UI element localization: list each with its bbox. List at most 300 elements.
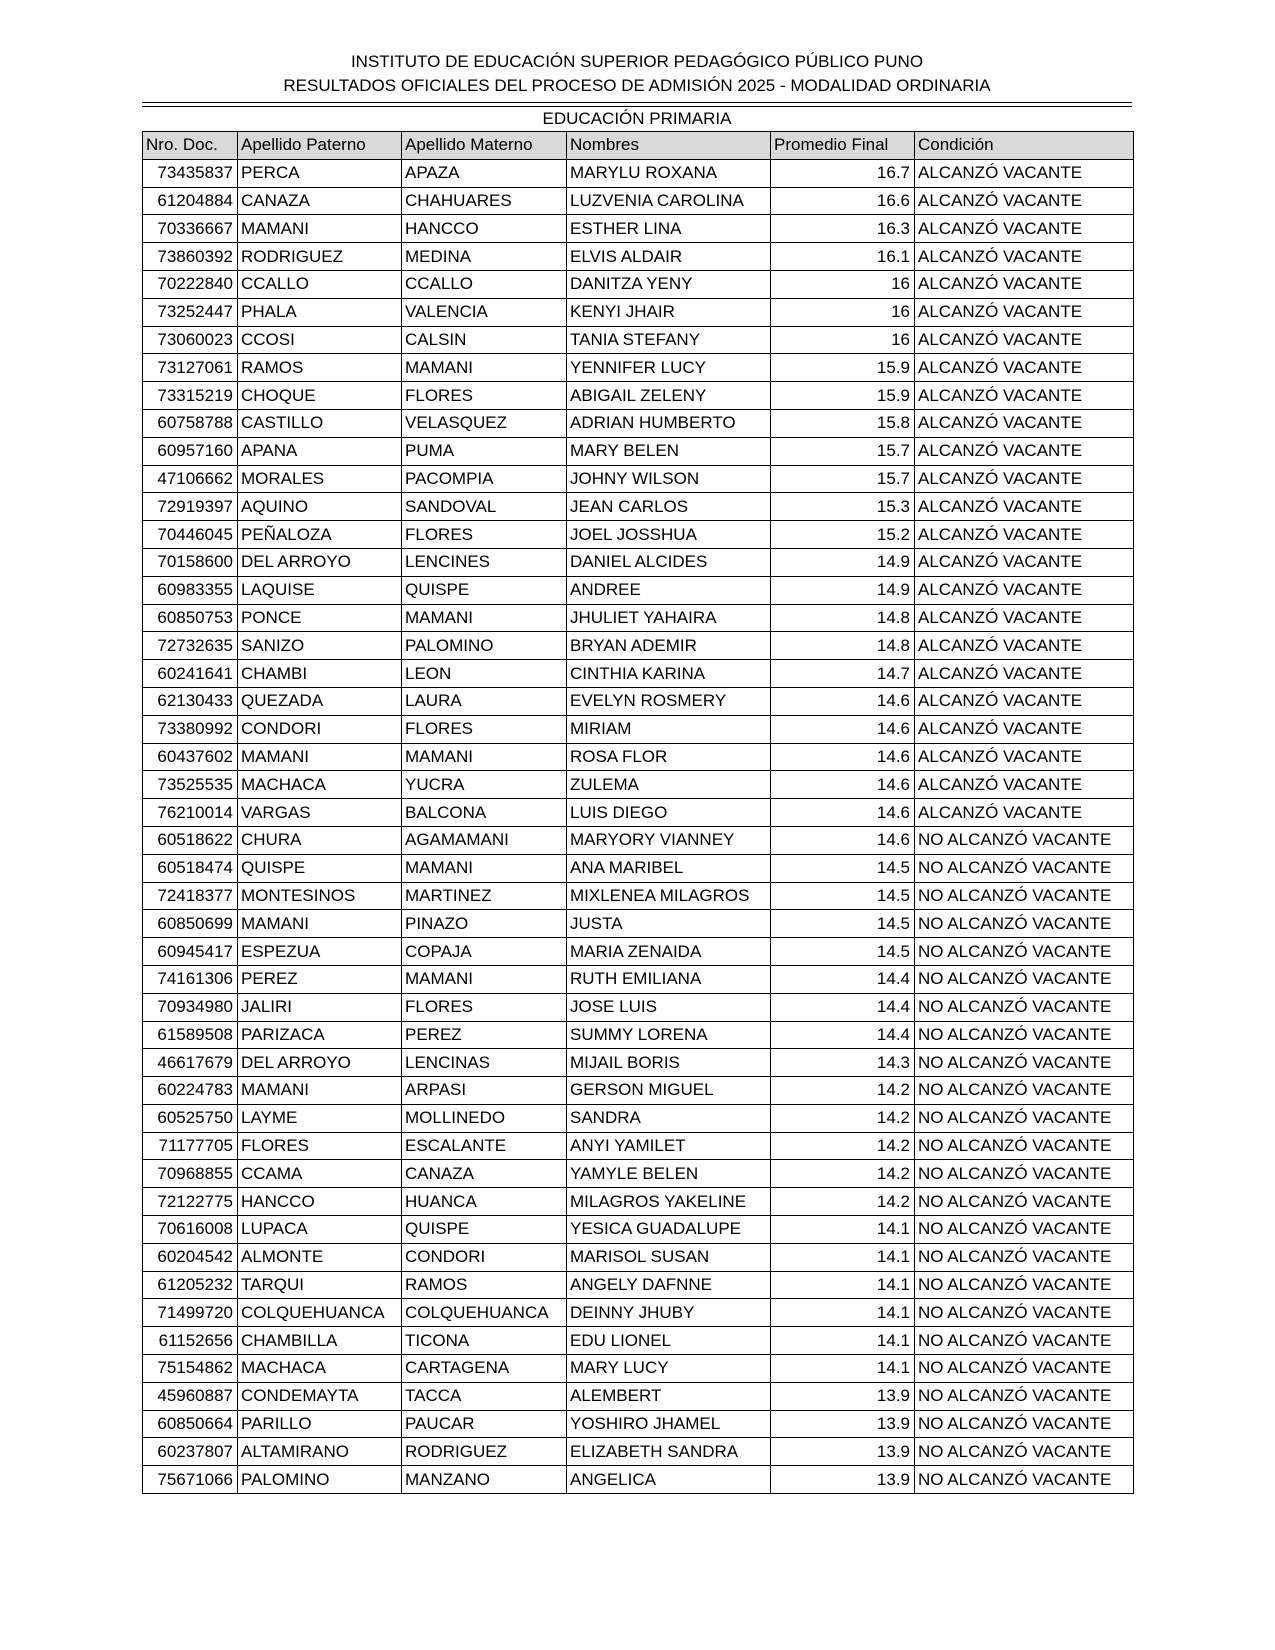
nombres-cell: JOEL JOSSHUA <box>567 521 771 549</box>
doc-number-cell: 75671066 <box>143 1466 238 1494</box>
doc-number-cell: 73252447 <box>143 298 238 326</box>
apellido-paterno-cell: DEL ARROYO <box>238 1049 402 1077</box>
apellido-paterno-cell: CCALLO <box>238 270 402 298</box>
table-row <box>143 715 1134 743</box>
apellido-materno-cell: YUCRA <box>402 771 567 799</box>
apellido-paterno-cell: CCAMA <box>238 1160 402 1188</box>
doc-number-cell: 47106662 <box>143 465 238 493</box>
condicion-cell: NO ALCANZÓ VACANTE <box>915 1438 1134 1466</box>
doc-number-cell: 74161306 <box>143 965 238 993</box>
table-row <box>143 799 1134 827</box>
table-row <box>143 243 1134 271</box>
doc-number-cell: 61204884 <box>143 187 238 215</box>
apellido-materno-cell: PUMA <box>402 437 567 465</box>
nombres-cell: MARY BELEN <box>567 437 771 465</box>
doc-number-cell: 72732635 <box>143 632 238 660</box>
doc-number-cell: 60957160 <box>143 437 238 465</box>
apellido-paterno-cell: SANIZO <box>238 632 402 660</box>
apellido-materno-cell: FLORES <box>402 993 567 1021</box>
table-row <box>143 1188 1134 1216</box>
nombres-cell: MIXLENEA MILAGROS <box>567 882 771 910</box>
column-header-promedio-final: Promedio Final <box>771 132 915 160</box>
column-header-condicion: Condición <box>915 132 1134 160</box>
apellido-paterno-cell: PALOMINO <box>238 1466 402 1494</box>
condicion-cell: ALCANZÓ VACANTE <box>915 187 1134 215</box>
column-header-apellido-materno: Apellido Materno <box>402 132 567 160</box>
nombres-cell: MARYORY VIANNEY <box>567 826 771 854</box>
nombres-cell: DEINNY JHUBY <box>567 1299 771 1327</box>
results-table-body <box>143 159 1134 1493</box>
table-row <box>143 576 1134 604</box>
doc-number-cell: 72122775 <box>143 1188 238 1216</box>
doc-number-cell: 60241641 <box>143 660 238 688</box>
table-row <box>143 632 1134 660</box>
doc-number-cell: 73860392 <box>143 243 238 271</box>
apellido-materno-cell: CARTAGENA <box>402 1355 567 1383</box>
apellido-paterno-cell: LAYME <box>238 1104 402 1132</box>
promedio-final-cell: 14.2 <box>771 1188 915 1216</box>
table-row <box>143 1299 1134 1327</box>
promedio-final-cell: 16.6 <box>771 187 915 215</box>
doc-number-cell: 71499720 <box>143 1299 238 1327</box>
apellido-materno-cell: CALSIN <box>402 326 567 354</box>
table-row <box>143 521 1134 549</box>
promedio-final-cell: 14.6 <box>771 771 915 799</box>
condicion-cell: ALCANZÓ VACANTE <box>915 493 1134 521</box>
doc-number-cell: 62130433 <box>143 687 238 715</box>
apellido-materno-cell: CCALLO <box>402 270 567 298</box>
condicion-cell: ALCANZÓ VACANTE <box>915 715 1134 743</box>
condicion-cell: ALCANZÓ VACANTE <box>915 409 1134 437</box>
doc-number-cell: 46617679 <box>143 1049 238 1077</box>
apellido-materno-cell: FLORES <box>402 521 567 549</box>
doc-number-cell: 60850699 <box>143 910 238 938</box>
apellido-materno-cell: HANCCO <box>402 215 567 243</box>
apellido-paterno-cell: TARQUI <box>238 1271 402 1299</box>
condicion-cell: ALCANZÓ VACANTE <box>915 270 1134 298</box>
doc-number-cell: 60850664 <box>143 1410 238 1438</box>
condicion-cell: ALCANZÓ VACANTE <box>915 298 1134 326</box>
condicion-cell: NO ALCANZÓ VACANTE <box>915 993 1134 1021</box>
condicion-cell: NO ALCANZÓ VACANTE <box>915 938 1134 966</box>
doc-number-cell: 70616008 <box>143 1216 238 1244</box>
table-row <box>143 1049 1134 1077</box>
apellido-materno-cell: VALENCIA <box>402 298 567 326</box>
column-header-apellido-paterno: Apellido Paterno <box>238 132 402 160</box>
nombres-cell: YENNIFER LUCY <box>567 354 771 382</box>
table-row <box>143 270 1134 298</box>
nombres-cell: ANDREE <box>567 576 771 604</box>
promedio-final-cell: 16 <box>771 298 915 326</box>
apellido-paterno-cell: RODRIGUEZ <box>238 243 402 271</box>
promedio-final-cell: 16.3 <box>771 215 915 243</box>
doc-number-cell: 61152656 <box>143 1327 238 1355</box>
apellido-materno-cell: FLORES <box>402 715 567 743</box>
nombres-cell: YAMYLE BELEN <box>567 1160 771 1188</box>
apellido-materno-cell: MANZANO <box>402 1466 567 1494</box>
nombres-cell: CINTHIA KARINA <box>567 660 771 688</box>
results-subtitle: RESULTADOS OFICIALES DEL PROCESO DE ADMISIÓN 2025 - MODALIDAD ORDINARIA <box>283 76 991 95</box>
apellido-paterno-cell: PARILLO <box>238 1410 402 1438</box>
apellido-paterno-cell: PONCE <box>238 604 402 632</box>
nombres-cell: YOSHIRO JHAMEL <box>567 1410 771 1438</box>
institution-title: INSTITUTO DE EDUCACIÓN SUPERIOR PEDAGÓGICO PÚBLICO PUNO <box>350 52 924 71</box>
apellido-paterno-cell: COLQUEHUANCA <box>238 1299 402 1327</box>
promedio-final-cell: 16 <box>771 326 915 354</box>
condicion-cell: NO ALCANZÓ VACANTE <box>915 1271 1134 1299</box>
table-row <box>143 326 1134 354</box>
apellido-materno-cell: APAZA <box>402 159 567 187</box>
table-row <box>143 215 1134 243</box>
condicion-cell: ALCANZÓ VACANTE <box>915 326 1134 354</box>
promedio-final-cell: 14.6 <box>771 687 915 715</box>
nombres-cell: BRYAN ADEMIR <box>567 632 771 660</box>
table-row <box>143 548 1134 576</box>
promedio-final-cell: 16 <box>771 270 915 298</box>
apellido-paterno-cell: PEÑALOZA <box>238 521 402 549</box>
nombres-cell: MARISOL SUSAN <box>567 1243 771 1271</box>
nombres-cell: MIRIAM <box>567 715 771 743</box>
table-row <box>143 965 1134 993</box>
apellido-paterno-cell: RAMOS <box>238 354 402 382</box>
apellido-paterno-cell: ESPEZUA <box>238 938 402 966</box>
condicion-cell: NO ALCANZÓ VACANTE <box>915 1243 1134 1271</box>
doc-number-cell: 70222840 <box>143 270 238 298</box>
table-row <box>143 1160 1134 1188</box>
nombres-cell: JEAN CARLOS <box>567 493 771 521</box>
nombres-cell: TANIA STEFANY <box>567 326 771 354</box>
apellido-materno-cell: MAMANI <box>402 854 567 882</box>
promedio-final-cell: 14.5 <box>771 854 915 882</box>
apellido-materno-cell: CANAZA <box>402 1160 567 1188</box>
apellido-materno-cell: LAURA <box>402 687 567 715</box>
doc-number-cell: 70446045 <box>143 521 238 549</box>
apellido-paterno-cell: MAMANI <box>238 1077 402 1105</box>
nombres-cell: LUZVENIA CAROLINA <box>567 187 771 215</box>
condicion-cell: NO ALCANZÓ VACANTE <box>915 854 1134 882</box>
table-row <box>143 1243 1134 1271</box>
doc-number-cell: 73127061 <box>143 354 238 382</box>
promedio-final-cell: 14.6 <box>771 715 915 743</box>
table-row <box>143 743 1134 771</box>
doc-number-cell: 72418377 <box>143 882 238 910</box>
table-row <box>143 1021 1134 1049</box>
nombres-cell: DANIEL ALCIDES <box>567 548 771 576</box>
condicion-cell: ALCANZÓ VACANTE <box>915 521 1134 549</box>
doc-number-cell: 70158600 <box>143 548 238 576</box>
doc-number-cell: 72919397 <box>143 493 238 521</box>
table-row <box>143 854 1134 882</box>
nombres-cell: SANDRA <box>567 1104 771 1132</box>
promedio-final-cell: 14.4 <box>771 1021 915 1049</box>
nombres-cell: ANA MARIBEL <box>567 854 771 882</box>
promedio-final-cell: 14.9 <box>771 576 915 604</box>
doc-number-cell: 60945417 <box>143 938 238 966</box>
promedio-final-cell: 15.9 <box>771 354 915 382</box>
nombres-cell: MIJAIL BORIS <box>567 1049 771 1077</box>
table-row <box>143 826 1134 854</box>
apellido-paterno-cell: HANCCO <box>238 1188 402 1216</box>
apellido-paterno-cell: DEL ARROYO <box>238 548 402 576</box>
apellido-materno-cell: COPAJA <box>402 938 567 966</box>
promedio-final-cell: 14.8 <box>771 632 915 660</box>
apellido-paterno-cell: CONDEMAYTA <box>238 1382 402 1410</box>
condicion-cell: ALCANZÓ VACANTE <box>915 576 1134 604</box>
nombres-cell: ABIGAIL ZELENY <box>567 382 771 410</box>
apellido-paterno-cell: PARIZACA <box>238 1021 402 1049</box>
promedio-final-cell: 13.9 <box>771 1382 915 1410</box>
promedio-final-cell: 14.6 <box>771 743 915 771</box>
doc-number-cell: 60850753 <box>143 604 238 632</box>
nombres-cell: LUIS DIEGO <box>567 799 771 827</box>
doc-number-cell: 60518622 <box>143 826 238 854</box>
promedio-final-cell: 14.1 <box>771 1299 915 1327</box>
apellido-materno-cell: MAMANI <box>402 965 567 993</box>
promedio-final-cell: 15.3 <box>771 493 915 521</box>
apellido-materno-cell: CONDORI <box>402 1243 567 1271</box>
condicion-cell: ALCANZÓ VACANTE <box>915 548 1134 576</box>
nombres-cell: JOSE LUIS <box>567 993 771 1021</box>
table-row <box>143 187 1134 215</box>
promedio-final-cell: 14.1 <box>771 1355 915 1383</box>
doc-number-cell: 45960887 <box>143 1382 238 1410</box>
promedio-final-cell: 13.9 <box>771 1438 915 1466</box>
condicion-cell: ALCANZÓ VACANTE <box>915 243 1134 271</box>
nombres-cell: JOHNY WILSON <box>567 465 771 493</box>
condicion-cell: NO ALCANZÓ VACANTE <box>915 1021 1134 1049</box>
apellido-materno-cell: MAMANI <box>402 743 567 771</box>
apellido-paterno-cell: CHAMBILLA <box>238 1327 402 1355</box>
promedio-final-cell: 14.1 <box>771 1327 915 1355</box>
table-row <box>143 687 1134 715</box>
condicion-cell: ALCANZÓ VACANTE <box>915 159 1134 187</box>
section-title: EDUCACIÓN PRIMARIA <box>542 109 732 128</box>
apellido-materno-cell: CHAHUARES <box>402 187 567 215</box>
apellido-materno-cell: PACOMPIA <box>402 465 567 493</box>
nombres-cell: ADRIAN HUMBERTO <box>567 409 771 437</box>
table-row <box>143 298 1134 326</box>
nombres-cell: ANGELICA <box>567 1466 771 1494</box>
condicion-cell: ALCANZÓ VACANTE <box>915 604 1134 632</box>
table-row <box>143 1077 1134 1105</box>
promedio-final-cell: 14.2 <box>771 1132 915 1160</box>
promedio-final-cell: 13.9 <box>771 1466 915 1494</box>
promedio-final-cell: 14.4 <box>771 993 915 1021</box>
table-row <box>143 1410 1134 1438</box>
table-row <box>143 1466 1134 1494</box>
promedio-final-cell: 14.1 <box>771 1216 915 1244</box>
apellido-materno-cell: RODRIGUEZ <box>402 1438 567 1466</box>
promedio-final-cell: 14.2 <box>771 1104 915 1132</box>
condicion-cell: ALCANZÓ VACANTE <box>915 437 1134 465</box>
promedio-final-cell: 14.9 <box>771 548 915 576</box>
table-row <box>143 159 1134 187</box>
table-row <box>143 938 1134 966</box>
condicion-cell: NO ALCANZÓ VACANTE <box>915 1410 1134 1438</box>
doc-number-cell: 73315219 <box>143 382 238 410</box>
doc-number-cell: 60758788 <box>143 409 238 437</box>
promedio-final-cell: 14.8 <box>771 604 915 632</box>
nombres-cell: SUMMY LORENA <box>567 1021 771 1049</box>
doc-number-cell: 70934980 <box>143 993 238 1021</box>
nombres-cell: YESICA GUADALUPE <box>567 1216 771 1244</box>
apellido-materno-cell: HUANCA <box>402 1188 567 1216</box>
doc-number-cell: 76210014 <box>143 799 238 827</box>
apellido-materno-cell: FLORES <box>402 382 567 410</box>
apellido-paterno-cell: ALTAMIRANO <box>238 1438 402 1466</box>
nombres-cell: ELIZABETH SANDRA <box>567 1438 771 1466</box>
condicion-cell: NO ALCANZÓ VACANTE <box>915 1466 1134 1494</box>
document-header <box>142 50 1132 98</box>
condicion-cell: NO ALCANZÓ VACANTE <box>915 1104 1134 1132</box>
apellido-materno-cell: MOLLINEDO <box>402 1104 567 1132</box>
condicion-cell: NO ALCANZÓ VACANTE <box>915 1327 1134 1355</box>
table-row <box>143 1104 1134 1132</box>
nombres-cell: RUTH EMILIANA <box>567 965 771 993</box>
nombres-cell: ROSA FLOR <box>567 743 771 771</box>
table-row <box>143 354 1134 382</box>
promedio-final-cell: 14.2 <box>771 1160 915 1188</box>
header-divider-top <box>142 102 1132 103</box>
apellido-paterno-cell: FLORES <box>238 1132 402 1160</box>
nombres-cell: JHULIET YAHAIRA <box>567 604 771 632</box>
doc-number-cell: 73525535 <box>143 771 238 799</box>
apellido-paterno-cell: APANA <box>238 437 402 465</box>
apellido-paterno-cell: QUEZADA <box>238 687 402 715</box>
nombres-cell: EVELYN ROSMERY <box>567 687 771 715</box>
table-header-row <box>143 132 1134 160</box>
table-row <box>143 1216 1134 1244</box>
promedio-final-cell: 16.7 <box>771 159 915 187</box>
promedio-final-cell: 14.2 <box>771 1077 915 1105</box>
condicion-cell: ALCANZÓ VACANTE <box>915 215 1134 243</box>
table-row <box>143 882 1134 910</box>
nombres-cell: ALEMBERT <box>567 1382 771 1410</box>
apellido-materno-cell: MAMANI <box>402 354 567 382</box>
nombres-cell: GERSON MIGUEL <box>567 1077 771 1105</box>
apellido-paterno-cell: MORALES <box>238 465 402 493</box>
apellido-materno-cell: QUISPE <box>402 576 567 604</box>
table-row <box>143 771 1134 799</box>
doc-number-cell: 60224783 <box>143 1077 238 1105</box>
nombres-cell: KENYI JHAIR <box>567 298 771 326</box>
nombres-cell: MARYLU ROXANA <box>567 159 771 187</box>
doc-number-cell: 60204542 <box>143 1243 238 1271</box>
apellido-paterno-cell: PERCA <box>238 159 402 187</box>
apellido-paterno-cell: CHAMBI <box>238 660 402 688</box>
condicion-cell: ALCANZÓ VACANTE <box>915 660 1134 688</box>
nombres-cell: ANYI YAMILET <box>567 1132 771 1160</box>
condicion-cell: ALCANZÓ VACANTE <box>915 382 1134 410</box>
promedio-final-cell: 15.7 <box>771 465 915 493</box>
nombres-cell: ANGELY DAFNNE <box>567 1271 771 1299</box>
condicion-cell: NO ALCANZÓ VACANTE <box>915 1216 1134 1244</box>
apellido-paterno-cell: LUPACA <box>238 1216 402 1244</box>
doc-number-cell: 61589508 <box>143 1021 238 1049</box>
apellido-materno-cell: COLQUEHUANCA <box>402 1299 567 1327</box>
doc-number-cell: 73380992 <box>143 715 238 743</box>
condicion-cell: ALCANZÓ VACANTE <box>915 799 1134 827</box>
apellido-paterno-cell: PEREZ <box>238 965 402 993</box>
apellido-paterno-cell: MAMANI <box>238 743 402 771</box>
apellido-materno-cell: SANDOVAL <box>402 493 567 521</box>
doc-number-cell: 73435837 <box>143 159 238 187</box>
table-row <box>143 910 1134 938</box>
column-header-nombres: Nombres <box>567 132 771 160</box>
condicion-cell: NO ALCANZÓ VACANTE <box>915 1077 1134 1105</box>
apellido-materno-cell: VELASQUEZ <box>402 409 567 437</box>
condicion-cell: ALCANZÓ VACANTE <box>915 632 1134 660</box>
doc-number-cell: 60237807 <box>143 1438 238 1466</box>
table-row <box>143 409 1134 437</box>
apellido-paterno-cell: CANAZA <box>238 187 402 215</box>
doc-number-cell: 70968855 <box>143 1160 238 1188</box>
apellido-paterno-cell: ALMONTE <box>238 1243 402 1271</box>
apellido-materno-cell: LENCINES <box>402 548 567 576</box>
table-row <box>143 604 1134 632</box>
table-row <box>143 1438 1134 1466</box>
apellido-paterno-cell: MACHACA <box>238 771 402 799</box>
promedio-final-cell: 14.5 <box>771 910 915 938</box>
doc-number-cell: 60525750 <box>143 1104 238 1132</box>
promedio-final-cell: 15.8 <box>771 409 915 437</box>
table-row <box>143 1327 1134 1355</box>
promedio-final-cell: 14.6 <box>771 799 915 827</box>
apellido-paterno-cell: AQUINO <box>238 493 402 521</box>
table-row <box>143 437 1134 465</box>
condicion-cell: NO ALCANZÓ VACANTE <box>915 1049 1134 1077</box>
condicion-cell: ALCANZÓ VACANTE <box>915 687 1134 715</box>
condicion-cell: NO ALCANZÓ VACANTE <box>915 1355 1134 1383</box>
promedio-final-cell: 14.1 <box>771 1271 915 1299</box>
apellido-paterno-cell: CHOQUE <box>238 382 402 410</box>
apellido-paterno-cell: CCOSI <box>238 326 402 354</box>
nombres-cell: MARY LUCY <box>567 1355 771 1383</box>
promedio-final-cell: 14.4 <box>771 965 915 993</box>
apellido-materno-cell: ARPASI <box>402 1077 567 1105</box>
apellido-paterno-cell: MACHACA <box>238 1355 402 1383</box>
nombres-cell: DANITZA YENY <box>567 270 771 298</box>
column-header-doc: Nro. Doc. <box>143 132 238 160</box>
doc-number-cell: 60518474 <box>143 854 238 882</box>
promedio-final-cell: 16.1 <box>771 243 915 271</box>
table-row <box>143 1355 1134 1383</box>
apellido-materno-cell: QUISPE <box>402 1216 567 1244</box>
apellido-paterno-cell: CONDORI <box>238 715 402 743</box>
doc-number-cell: 60983355 <box>143 576 238 604</box>
condicion-cell: ALCANZÓ VACANTE <box>915 354 1134 382</box>
condicion-cell: ALCANZÓ VACANTE <box>915 465 1134 493</box>
table-row <box>143 660 1134 688</box>
apellido-materno-cell: BALCONA <box>402 799 567 827</box>
condicion-cell: NO ALCANZÓ VACANTE <box>915 1299 1134 1327</box>
apellido-materno-cell: PINAZO <box>402 910 567 938</box>
promedio-final-cell: 14.7 <box>771 660 915 688</box>
nombres-cell: ELVIS ALDAIR <box>567 243 771 271</box>
table-row <box>143 1132 1134 1160</box>
apellido-materno-cell: RAMOS <box>402 1271 567 1299</box>
table-row <box>143 1271 1134 1299</box>
doc-number-cell: 71177705 <box>143 1132 238 1160</box>
table-row <box>143 1382 1134 1410</box>
condicion-cell: NO ALCANZÓ VACANTE <box>915 882 1134 910</box>
condicion-cell: NO ALCANZÓ VACANTE <box>915 1160 1134 1188</box>
apellido-materno-cell: AGAMAMANI <box>402 826 567 854</box>
promedio-final-cell: 15.2 <box>771 521 915 549</box>
apellido-paterno-cell: QUISPE <box>238 854 402 882</box>
condicion-cell: NO ALCANZÓ VACANTE <box>915 910 1134 938</box>
apellido-paterno-cell: CASTILLO <box>238 409 402 437</box>
